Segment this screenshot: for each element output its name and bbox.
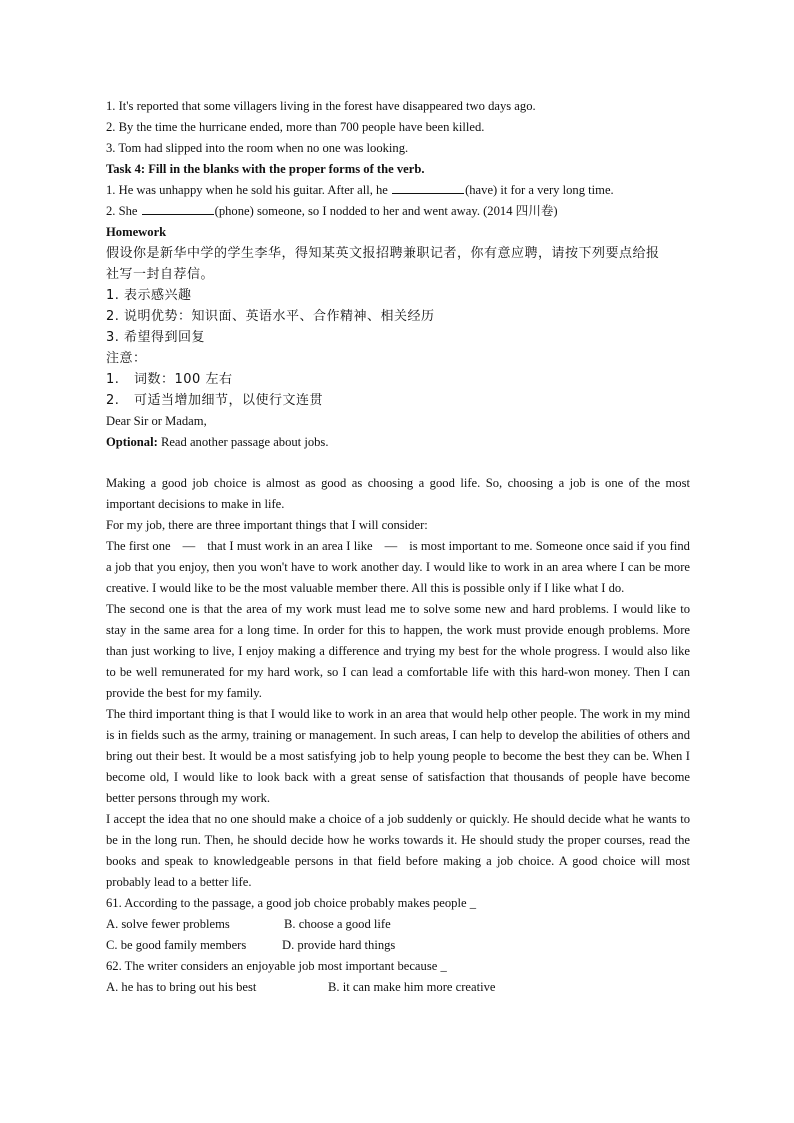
document-page [106,96,690,998]
answer-blank-1[interactable] [392,181,464,194]
homework-point-2: 2. 说明优势：知识面、英语水平、合作精神、相关经历 [106,309,435,324]
homework-point-3: 3. 希望得到回复 [106,330,206,345]
salutation: Dear Sir or Madam, [106,414,207,428]
option-61-d[interactable]: D. provide hard things [282,938,396,952]
homework-intro-line-1: 假设你是新华中学的学生李华，得知某英文报招聘兼职记者，你有意应聘，请按下列要点给报 [106,246,660,261]
note-label: 注意： [106,351,147,366]
task3-sentence-3: 3. Tom had slipped into the room when no one was looking. [106,141,409,155]
option-61-a[interactable]: A. solve fewer problems [106,917,230,931]
option-61-b[interactable]: B. choose a good life [284,917,391,931]
question-62-options-ab [106,977,690,998]
passage-paragraph-5: The third important thing is that I would like to work in an area that would help other people. The work in my mind is in fields such as the army, training or management. In such areas, I can help to develop the abilities of others and bring out their best. It would be a most satisfying job to help young people to become the best they can be. When I become old, I would like to look back with a great sense of satisfaction that thousands of people have become better persons through my work. [106,707,690,805]
note-1: 1. 词数：100 左右 [106,372,233,387]
homework-point-1: 1. 表示感兴趣 [106,288,192,303]
optional-line: Optional: Read another passage about jobs. [106,435,329,449]
homework-heading: Homework [106,225,167,239]
answer-blank-2[interactable] [142,202,214,215]
option-62-b[interactable]: B. it can make him more creative [328,980,496,994]
task3-sentence-1: 1. It's reported that some villagers living in the forest have disappeared two days ago. [106,99,536,113]
task4-question-2: 2. She (phone) someone, so I nodded to her and went away. (2014 四川卷) [106,204,558,218]
passage-paragraph-2: For my job, there are three important things that I will consider: [106,518,428,532]
passage-paragraph-6: I accept the idea that no one should make a choice of a job suddenly or quickly. He should decide what he wants to be in the long run. Then, he should decide how he works towards it. He should study the proper courses, read the books and speak to knowledgeable persons in that field before making a job choice. A good choice will most probably lead to a better life. [106,812,690,889]
question-62: 62. The writer considers an enjoyable job most important because _ [106,959,447,973]
question-61: 61. According to the passage, a good job choice probably makes people _ [106,896,477,910]
task4-question-1: 1. He was unhappy when he sold his guitar. After all, he (have) it for a very long time. [106,183,614,197]
option-61-c[interactable]: C. be good family members [106,938,247,952]
passage-paragraph-4: The second one is that the area of my work must lead me to solve some new and hard problems. I would like to stay in the same area for a long time. In order for this to happen, the work must provide enough problems. More than just working to live, I enjoy making a difference and trying my best for the whole progress. I would also like to be well remunerated for my hard work, so I can lead a comfortable life with this hard-won money. Then I can provide the best for my family. [106,602,690,700]
passage-paragraph-1: Making a good job choice is almost as good as choosing a good life. So, choosing a job is one of the most important decisions to make in life. [106,476,690,511]
question-61-options-ab [106,914,690,935]
optional-label: Optional: [106,435,158,449]
homework-intro-line-2: 社写一封自荐信。 [106,267,215,282]
question-61-options-cd [106,935,690,956]
option-62-a[interactable]: A. he has to bring out his best [106,980,257,994]
task4-heading: Task 4: Fill in the blanks with the proper forms of the verb. [106,162,425,176]
passage-paragraph-3: The first one — that I must work in an area I like — is most important to me. Someone once said if you find a job that you enjoy, then you won't have to work another day. I would like to work in an area where I can be more creative. I would like to be the most valuable member there. All this is possible only if I like what I do. [106,539,690,595]
note-2: 2. 可适当增加细节，以使行文连贯 [106,393,324,408]
task3-sentence-2: 2. By the time the hurricane ended, more than 700 people have been killed. [106,120,485,134]
